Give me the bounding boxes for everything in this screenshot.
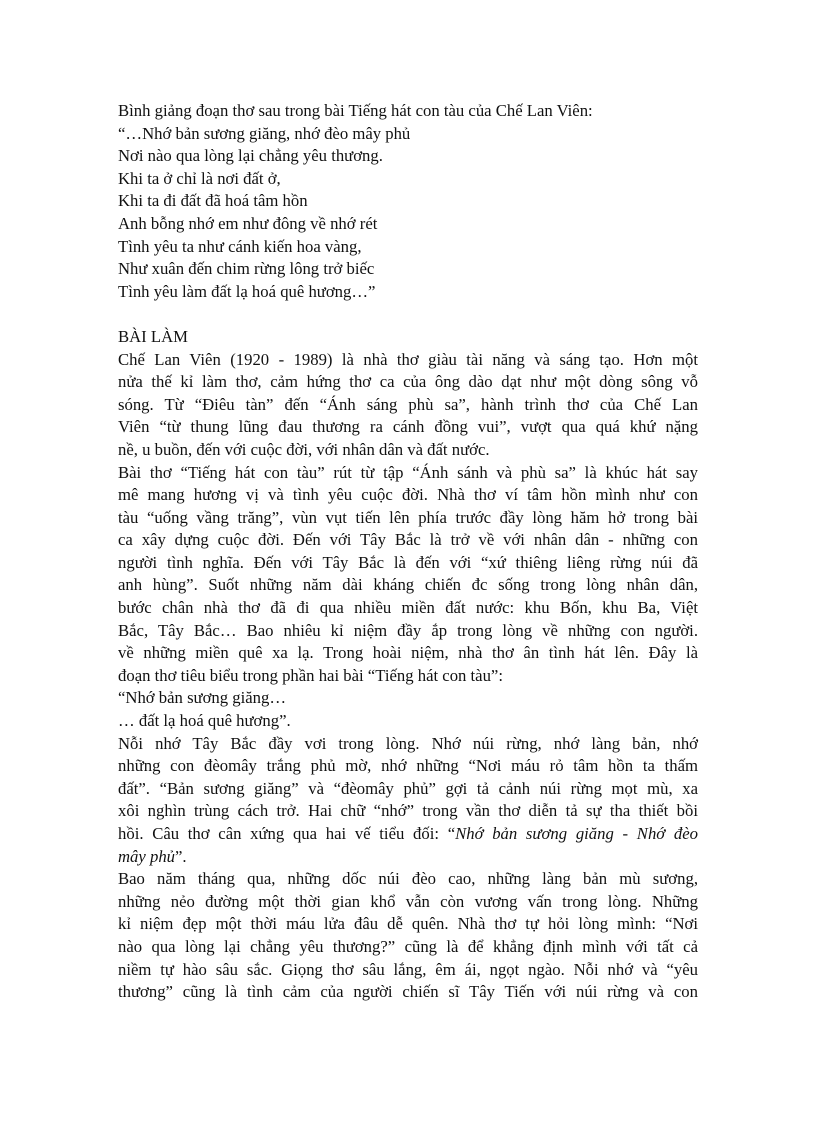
paragraph-line: ca xây dựng cuộc đời. Đến với Tây Bắc là trở về với nhân dân - những con: [118, 530, 698, 550]
paragraph-line: mê mang hương vị và tình yêu cuộc đời. Nhà thơ ví tâm hồn mình như con: [118, 485, 698, 505]
paragraph-line: Viên “từ thung lũng đau thương ra cánh đồng vui”, vượt qua quá khứ nặng: [118, 417, 698, 437]
paragraph-analysis-1: [118, 733, 698, 869]
paragraph-line: [118, 823, 698, 846]
paragraph-line: Bao năm tháng qua, những dốc núi đèo cao, những làng bản mù sương,: [118, 869, 698, 889]
paragraph-line: tàu “uống vầng trăng”, vùn vụt tiến lên phía trước đầy lòng hăm hở trong bài: [118, 507, 698, 527]
paragraph-analysis-2: [118, 868, 698, 1004]
paragraph-line: người tình nghĩa. Đến với Tây Bắc là đến với “xứ thiêng liêng rừng núi đã: [118, 552, 698, 572]
essay-prompt: Bình giảng đoạn thơ sau trong bài Tiếng hát con tàu của Chế Lan Viên:: [118, 101, 593, 120]
paragraph-line: đất”. “Bản sương giăng” và “đèomây phủ” gợi tả cảnh núi rừng mọt mù, xa: [118, 778, 698, 798]
poem-line: Tình yêu làm đất lạ hoá quê hương…”: [118, 281, 376, 301]
poem-line: Anh bỗng nhớ em như đông về nhớ rét: [118, 213, 378, 233]
section-heading: BÀI LÀM: [118, 326, 188, 346]
paragraph-line: kỉ niệm đẹp một thời máu lửa đâu dễ quên. Nhà thơ tự hỏi lòng mình: “Nơi: [118, 914, 698, 934]
blank-line: [118, 303, 698, 326]
paragraph-line: nửa thế kỉ làm thơ, cảm hứng thơ ca của ông dào dạt như một dòng sông vỗ: [118, 372, 698, 392]
paragraph-text: hồi. Câu thơ cân xứng qua hai vế tiểu đối: “: [118, 824, 456, 843]
paragraph-line: nề, u buồn, đến với cuộc đời, với nhân dân và đất nước.: [118, 439, 490, 459]
quote-line: “Nhớ bản sương giăng…: [118, 688, 287, 708]
poem-line: “…Nhớ bản sương giăng, nhớ đèo mây phủ: [118, 123, 411, 143]
poem-line: Tình yêu ta như cánh kiến hoa vàng,: [118, 236, 362, 256]
poem-line: Như xuân đến chim rừng lông trở biếc: [118, 259, 375, 279]
paragraph-line: đoạn thơ tiêu biểu trong phần hai bài “Tiếng hát con tàu”:: [118, 665, 503, 685]
quote-excerpt: [118, 687, 698, 732]
italic-quote: mây phủ: [118, 846, 176, 866]
poem-line: Khi ta ở chỉ là nơi đất ở,: [118, 168, 281, 188]
poem-line: Khi ta đi đất đã hoá tâm hồn: [118, 191, 308, 211]
poem-line: Nơi nào qua lòng lại chẳng yêu thương.: [118, 146, 383, 166]
paragraph-line: anh hùng”. Suốt những năm dài kháng chiến đc sống trong lòng nhân dân,: [118, 575, 698, 595]
paragraph-line: Bắc, Tây Bắc… Bao nhiêu kỉ niệm đầy ắp trong lòng về những con người.: [118, 620, 698, 640]
paragraph-context: [118, 462, 698, 688]
paragraph-line: nào qua lòng lại chẳng yêu thương?” cũng là để khẳng định mình với tất cả: [118, 936, 698, 956]
paragraph-line: xôi nghìn trùng cách trở. Hai chữ “nhớ” trong vần thơ diễn tả sự tha thiết bồi: [118, 801, 698, 821]
quote-line: … đất lạ hoá quê hương”.: [118, 711, 291, 731]
paragraph-line: sóng. Từ “Điêu tàn” đến “Ánh sáng phù sa”, hành trình thơ của Chế Lan: [118, 394, 698, 414]
paragraph-line: Nỗi nhớ Tây Bắc đầy vơi trong lòng. Nhớ núi rừng, nhớ làng bản, nhớ: [118, 733, 698, 753]
paragraph-line: về những miền quê xa lạ. Trong hoài niệm, nhà thơ ân tình hát lên. Đây là: [118, 643, 698, 663]
italic-quote: Nhớ bản sương giăng - Nhớ đèo: [455, 824, 698, 843]
paragraph-line: [118, 846, 698, 869]
paragraph-line: bước chân nhà thơ đã đi qua nhiều miền đất nước: khu Bốn, khu Ba, Việt: [118, 598, 698, 618]
paragraph-line: Chế Lan Viên (1920 - 1989) là nhà thơ giàu tài năng và sáng tạo. Hơn một: [118, 349, 698, 369]
paragraph-line: thương” cũng là tình cảm của người chiến sĩ Tây Tiến với núi rừng và con: [118, 982, 698, 1002]
paragraph-line: niềm tự hào sâu sắc. Giọng thơ sâu lắng, êm ái, ngọt ngào. Nỗi nhớ và “yêu: [118, 959, 698, 979]
paragraph-line: những nẻo đường một thời gian khổ vẫn còn vương vấn trong lòng. Những: [118, 891, 698, 911]
paragraph-line: Bài thơ “Tiếng hát con tàu” rút từ tập “Ánh sánh và phù sa” là khúc hát say: [118, 462, 698, 482]
paragraph-line: những con đèomây trắng phủ mờ, nhớ những “Nơi máu rỏ tâm hồn ta thấm: [118, 756, 698, 776]
paragraph-intro: [118, 349, 698, 462]
poem-excerpt: [118, 123, 698, 304]
paragraph-text: ”.: [175, 846, 187, 866]
